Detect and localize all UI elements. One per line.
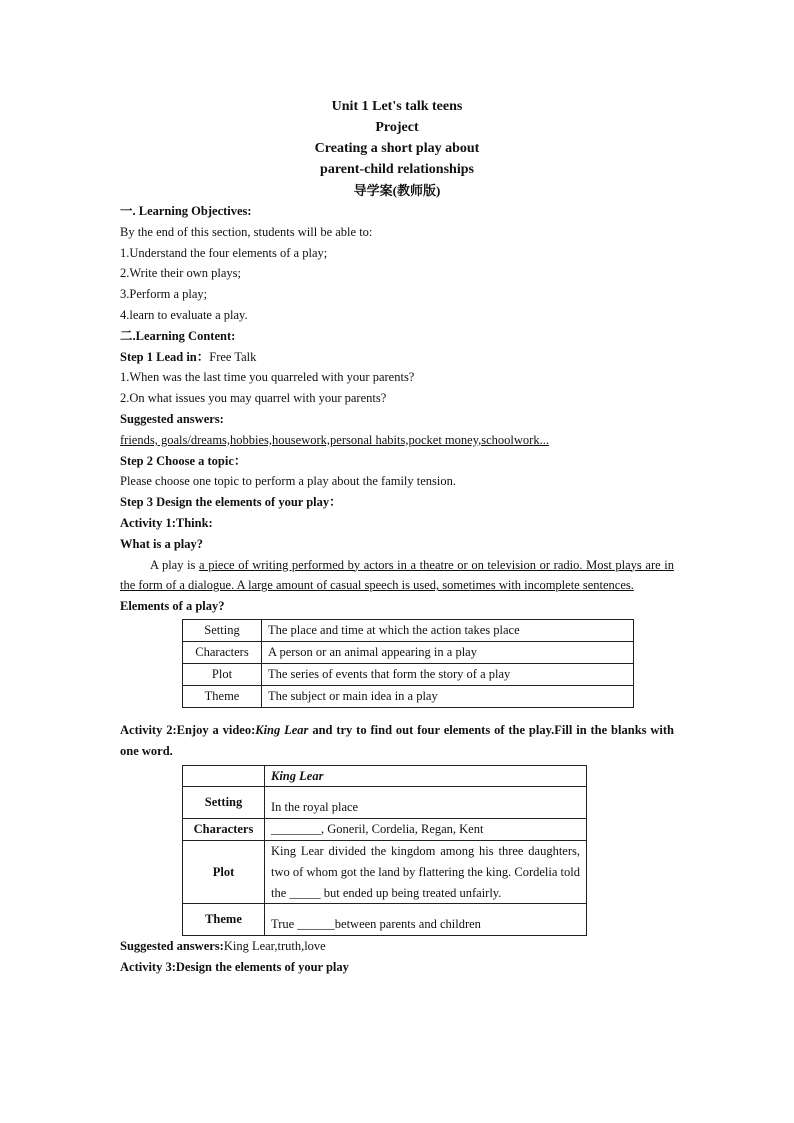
objective-item: 2.Write their own plays; <box>120 266 241 281</box>
step2-label: Step 2 Choose a topic： <box>120 453 247 468</box>
activity1-question: What is a play? <box>120 536 204 551</box>
row-desc: King Lear divided the kingdom among his three daughters, two of whom got the land by flattering the king. Cordelia told the _____ but ended up being treated unfairly. <box>265 840 587 903</box>
project-title: Project <box>375 120 419 135</box>
table-row <box>183 787 587 819</box>
activity3-label: Activity 3:Design the elements of your play <box>120 959 349 974</box>
unit-title: Unit 1 Let's talk teens <box>331 99 463 114</box>
content-heading: 二.Learning Content: <box>120 328 236 343</box>
elements-question: Elements of a play? <box>120 599 225 614</box>
table-row <box>183 819 587 841</box>
table-row <box>183 765 587 787</box>
king-lear-table <box>182 765 587 937</box>
row-desc: In the royal place <box>265 787 587 819</box>
activity2-answers-label: Suggested answers: <box>120 939 224 954</box>
activity2-answers-text: King Lear,truth,love <box>223 939 326 954</box>
element-desc: The place and time at which the action takes place <box>262 619 634 641</box>
element-term: Characters <box>183 641 262 663</box>
table-row <box>183 619 634 641</box>
edition-label: 导学案(教师版) <box>353 183 441 198</box>
row-desc: True ______between parents and children <box>265 904 587 936</box>
table-row <box>183 840 587 903</box>
objective-item: 1.Understand the four elements of a play; <box>120 245 328 260</box>
element-term: Setting <box>183 619 262 641</box>
objectives-intro: By the end of this section, students will be able to: <box>120 224 373 239</box>
activity2-label <box>120 720 674 762</box>
definition-lead: A play is <box>150 557 200 572</box>
table-row <box>183 641 634 663</box>
step2-text: Please choose one topic to perform a play about the family tension. <box>120 474 457 489</box>
row-term: Plot <box>183 840 265 903</box>
definition-text: a piece of writing performed by actors in a theatre or on television or radio. Most plays are in the form of a dialogue. A large amount of casual speech is used, sometimes with incomplete sentences. <box>120 557 675 593</box>
play-definition <box>120 555 674 597</box>
step1-question-1: 1.When was the last time you quarreled with your parents? <box>120 370 415 385</box>
table-title: King Lear <box>265 765 587 787</box>
step3-label: Step 3 Design the elements of your play： <box>120 495 342 510</box>
objective-item: 3.Perform a play; <box>120 287 208 302</box>
objectives-heading: 一. Learning Objectives: <box>120 204 252 218</box>
row-desc: ________, Goneril, Cordelia, Regan, Kent <box>265 819 587 841</box>
row-term: Theme <box>183 904 265 936</box>
step1-label: Step 1 Lead in： <box>120 349 210 364</box>
row-term: Setting <box>183 787 265 819</box>
elements-table <box>182 619 634 708</box>
row-term: Characters <box>183 819 265 841</box>
element-desc: A person or an animal appearing in a play <box>262 641 634 663</box>
element-desc: The subject or main idea in a play <box>262 685 634 707</box>
element-term: Theme <box>183 685 262 707</box>
table-row <box>183 904 587 936</box>
objective-item: 4.learn to evaluate a play. <box>120 307 248 322</box>
step1-answers-label: Suggested answers: <box>120 411 224 426</box>
step1-question-2: 2.On what issues you may quarrel with your parents? <box>120 391 387 406</box>
element-desc: The series of events that form the story of a play <box>262 663 634 685</box>
step1-answers: friends, goals/dreams,hobbies,housework,personal habits,pocket money,schoolwork... <box>120 432 549 447</box>
table-row <box>183 685 634 707</box>
element-term: Plot <box>183 663 262 685</box>
activity2-prefix: Activity 2:Enjoy a video: <box>120 722 256 737</box>
topic-title-line2: parent-child relationships <box>320 162 474 177</box>
table-row <box>183 663 634 685</box>
step1-text: Free Talk <box>209 349 257 364</box>
activity2-title: King Lear <box>255 722 309 737</box>
activity1-label: Activity 1:Think: <box>120 515 213 530</box>
topic-title-line1: Creating a short play about <box>314 141 480 156</box>
worksheet-page <box>120 96 674 978</box>
activity2-answers <box>120 936 674 957</box>
step1-line <box>120 347 674 368</box>
activity2-suffix: and try to find out four elements of the play.Fill in the blanks with one word. <box>120 722 674 758</box>
